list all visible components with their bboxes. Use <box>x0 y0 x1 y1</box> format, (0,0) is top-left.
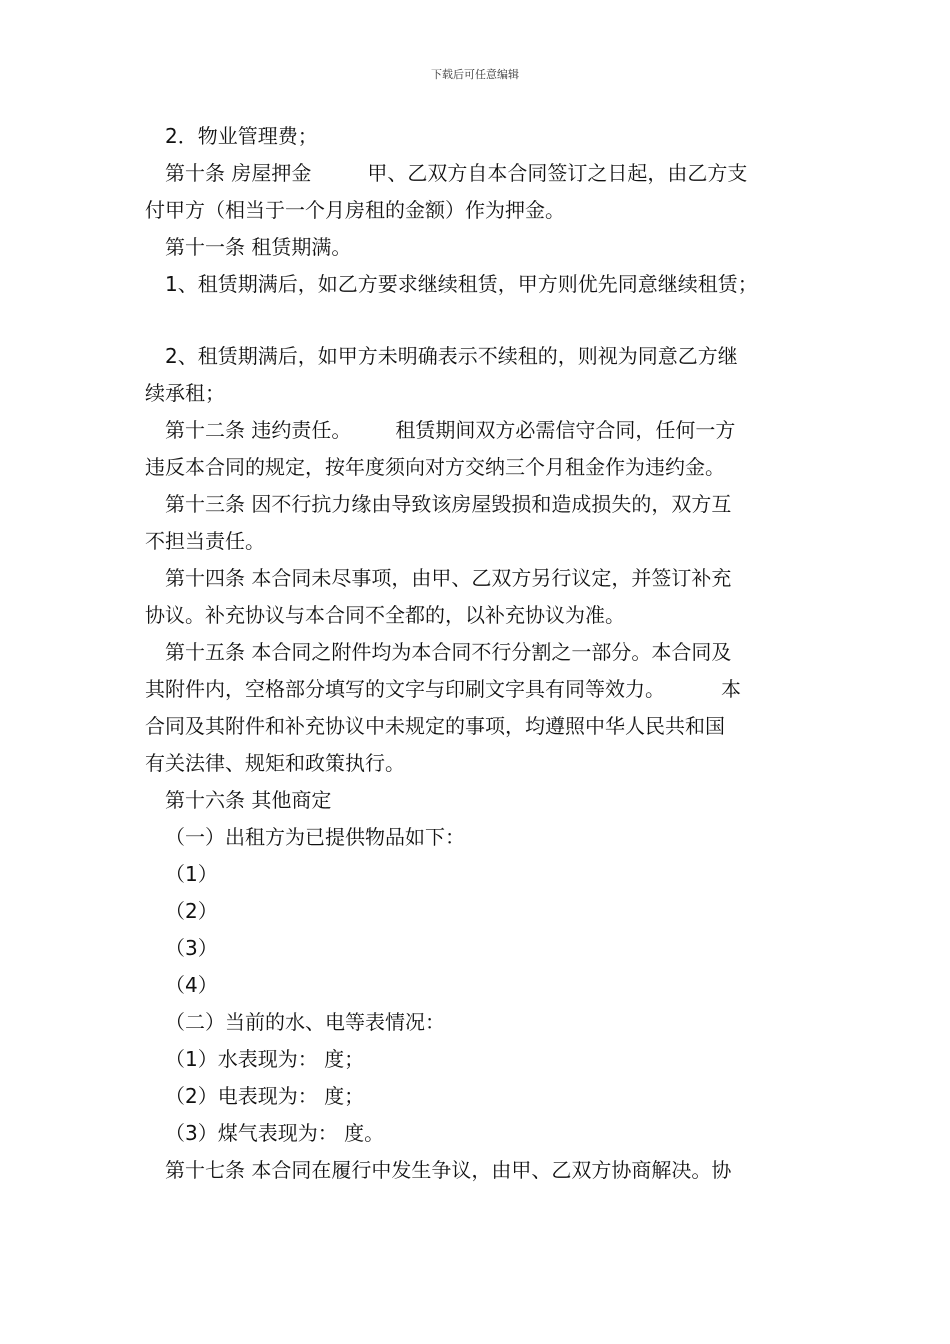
article-10-title: 第十条 房屋押金 <box>165 161 312 185</box>
article-13-continued: 不担当责任。 <box>145 529 265 553</box>
article-11-item-1: 1、租赁期满后，如乙方要求继续租赁，甲方则优先同意继续租赁； <box>165 272 758 296</box>
article-10 <box>145 155 825 192</box>
article-15-line-2-tail: 本 <box>721 677 741 701</box>
article-11-title: 第十一条 租赁期满。 <box>165 235 352 259</box>
list-item: （4） <box>165 973 218 997</box>
meter-water: （1）水表现为： 度； <box>165 1047 365 1071</box>
article-15: 第十五条 本合同之附件均为本合同不行分割之一部分。本合同及 <box>165 640 732 664</box>
item-property-fee: 2．物业管理费； <box>165 124 318 148</box>
contract-body <box>145 118 825 1189</box>
meter-power: （2）电表现为： 度； <box>165 1084 365 1108</box>
article-15-line-4: 有关法律、规矩和政策执行。 <box>145 751 405 775</box>
article-10-continued: 付甲方（相当于一个月房租的金额）作为押金。 <box>145 198 565 222</box>
article-12 <box>145 412 825 449</box>
article-15-line-2 <box>145 671 825 708</box>
paragraph-gap <box>145 303 825 338</box>
article-14: 第十四条 本合同未尽事项，由甲、乙双方另行议定，并签订补充 <box>165 566 732 590</box>
article-13: 第十三条 因不行抗力缘由导致该房屋毁损和造成损失的，双方互 <box>165 492 732 516</box>
article-12-text: 租赁期间双方必需信守合同，任何一方 <box>395 418 736 442</box>
list-item: （3） <box>165 936 218 960</box>
article-10-text: 甲、乙双方自本合同签订之日起，由乙方支 <box>367 161 748 185</box>
article-12-continued: 违反本合同的规定，按年度须向对方交纳三个月租金作为违约金。 <box>145 455 725 479</box>
article-16-title: 第十六条 其他商定 <box>165 788 332 812</box>
article-11-item-2: 2、租赁期满后，如甲方未明确表示不续租的，则视为同意乙方继 <box>165 344 738 368</box>
article-15-line-2-text: 其附件内，空格部分填写的文字与印刷文字具有同等效力。 <box>145 677 665 701</box>
article-11-item-2-continued: 续承租； <box>145 381 225 405</box>
list-item: （1） <box>165 862 218 886</box>
article-16-sub-2: （二）当前的水、电等表情况： <box>165 1010 445 1034</box>
article-15-line-3: 合同及其附件和补充协议中未规定的事项，均遵照中华人民共和国 <box>145 714 725 738</box>
article-17: 第十七条 本合同在履行中发生争议，由甲、乙双方协商解决。协 <box>165 1158 732 1182</box>
article-16-sub-1: （一）出租方为已提供物品如下： <box>165 825 465 849</box>
meter-gas: （3）煤气表现为： 度。 <box>165 1121 385 1145</box>
article-14-continued: 协议。补充协议与本合同不全都的，以补充协议为准。 <box>145 603 625 627</box>
article-12-title: 第十二条 违约责任。 <box>165 418 352 442</box>
list-item: （2） <box>165 899 218 923</box>
header-note: 下载后可任意编辑 <box>431 68 519 81</box>
